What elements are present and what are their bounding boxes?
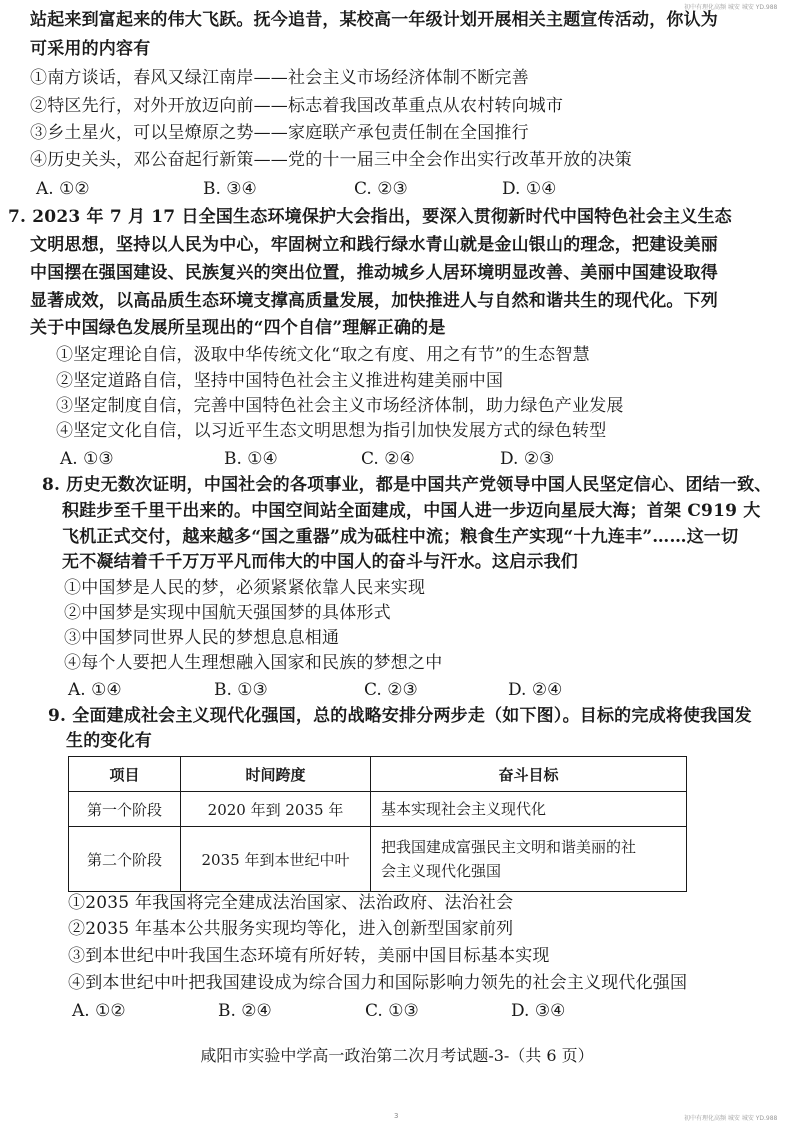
q9-option-b[interactable]: B. ②④ [218, 1001, 272, 1021]
q7-statement-1: ①坚定理论自信，汲取中华传统文化“取之有度、用之有节”的生态智慧 [56, 345, 590, 365]
table-row [69, 792, 687, 827]
q6-statement-2: ②特区先行，对外开放迈向前——标志着我国改革重点从农村转向城市 [30, 96, 564, 116]
q7-stem-line-1: 7. 2023 年 7 月 17 日全国生态环境保护大会指出，要深入贯彻新时代中国特色社会主义生态 [8, 207, 732, 227]
table-header-goal: 奋斗目标 [371, 757, 687, 792]
q8-option-c[interactable]: C. ②③ [364, 680, 418, 700]
table-cell-goal [371, 827, 687, 892]
q7-option-d[interactable]: D. ②③ [500, 449, 555, 469]
q6-stem-line-1: 站起来到富起来的伟大飞跃。抚今追昔，某校高一年级计划开展相关主题宣传活动，你认为 [30, 10, 718, 30]
q8-stem-line-2: 积跬步至千里干出来的。中国空间站全面建成，中国人进一步迈向星辰大海；首架 C919 大 [62, 501, 761, 521]
page-number: 3 [394, 1112, 399, 1120]
q7-stem-line-3: 中国摆在强国建设、民族复兴的突出位置，推动城乡人居环境明显改善、美丽中国建设取得 [30, 263, 718, 283]
table-header-item: 项目 [69, 757, 181, 792]
q7-stem-line-4: 显著成效，以高品质生态环境支撑高质量发展，加快推进人与自然和谐共生的现代化。下列 [30, 291, 718, 311]
q9-statement-1: ①2035 年我国将完全建成法治国家、法治政府、法治社会 [68, 893, 514, 913]
q7-statement-3: ③坚定制度自信，完善中国特色社会主义市场经济体制，助力绿色产业发展 [56, 396, 624, 416]
q8-option-b[interactable]: B. ①③ [214, 680, 268, 700]
footer-watermark: 初中有理化高频 城安 城安 YD.988 [684, 1115, 778, 1122]
q9-option-c[interactable]: C. ①③ [365, 1001, 419, 1021]
table-cell-span: 2035 年到本世纪中叶 [181, 827, 371, 892]
q8-stem-line-4: 无不凝结着千千万万平凡而伟大的中国人的奋斗与汗水。这启示我们 [62, 552, 578, 572]
q8-stem-line-1: 8. 历史无数次证明，中国社会的各项事业，都是中国共产党领导中国人民坚定信心、团结一致、 [42, 475, 772, 495]
q7-stem-line-5: 关于中国绿色发展所呈现出的“四个自信”理解正确的是 [30, 318, 446, 338]
q6-stem-line-2: 可采用的内容有 [30, 39, 151, 59]
strategy-table [68, 756, 687, 892]
q9-option-a[interactable]: A. ①② [72, 1001, 126, 1021]
q6-option-b[interactable]: B. ③④ [203, 179, 257, 199]
q9-statement-2: ②2035 年基本公共服务实现均等化，进入创新型国家前列 [68, 919, 514, 939]
table-header-row [69, 757, 687, 792]
q6-option-d[interactable]: D. ①④ [502, 179, 557, 199]
table-cell-goal: 基本实现社会主义现代化 [371, 792, 687, 827]
q9-stem-line-2: 生的变化有 [66, 731, 152, 751]
q8-option-d[interactable]: D. ②④ [508, 680, 563, 700]
q7-option-a[interactable]: A. ①③ [60, 449, 114, 469]
page-footer: 咸阳市实验中学高一政治第二次月考试题-3-（共 6 页） [200, 1046, 594, 1065]
table-row [69, 827, 687, 892]
table-cell-stage: 第二个阶段 [69, 827, 181, 892]
q9-statement-3: ③到本世纪中叶我国生态环境有所好转，美丽中国目标基本实现 [68, 946, 550, 966]
q9-stem-line-1: 9. 全面建成社会主义现代化强国，总的战略安排分两步走（如下图）。目标的完成将使我国发 [48, 706, 752, 726]
q7-statement-2: ②坚定道路自信，坚持中国特色社会主义推进构建美丽中国 [56, 371, 504, 391]
table-cell-stage: 第一个阶段 [69, 792, 181, 827]
q9-option-d[interactable]: D. ③④ [511, 1001, 566, 1021]
q7-option-c[interactable]: C. ②④ [361, 449, 415, 469]
table-cell-goal-line-2: 会主义现代化强国 [381, 862, 502, 880]
q7-statement-4: ④坚定文化自信，以习近平生态文明思想为指引加快发展方式的绿色转型 [56, 421, 607, 441]
q6-statement-4: ④历史关头，邓公奋起行新策——党的十一届三中全会作出实行改革开放的决策 [30, 150, 632, 170]
table-cell-goal-line-1: 把我国建成富强民主文明和谐美丽的社 [381, 838, 637, 856]
q7-stem-line-2: 文明思想，坚持以人民为中心，牢固树立和践行绿水青山就是金山银山的理念，把建设美丽 [30, 235, 718, 255]
q8-statement-2: ②中国梦是实现中国航天强国梦的具体形式 [64, 603, 391, 623]
q6-option-a[interactable]: A. ①② [36, 179, 90, 199]
q8-statement-4: ④每个人要把人生理想融入国家和民族的梦想之中 [64, 653, 443, 673]
q6-option-c[interactable]: C. ②③ [354, 179, 408, 199]
q7-option-b[interactable]: B. ①④ [224, 449, 278, 469]
q8-stem-line-3: 飞机正式交付，越来越多“国之重器”成为砥柱中流；粮食生产实现“十九连丰”……这一切 [62, 527, 739, 547]
q6-statement-1: ①南方谈话，春风又绿江南岸——社会主义市场经济体制不断完善 [30, 68, 529, 88]
q8-option-a[interactable]: A. ①④ [68, 680, 122, 700]
q8-statement-3: ③中国梦同世界人民的梦想息息相通 [64, 628, 340, 648]
q9-statement-4: ④到本世纪中叶把我国建设成为综合国力和国际影响力领先的社会主义现代化强国 [68, 973, 688, 993]
header-watermark: 初中有理化高频 城安 城安 YD.988 [684, 4, 778, 11]
q8-statement-1: ①中国梦是人民的梦，必须紧紧依靠人民来实现 [64, 578, 426, 598]
table-cell-span: 2020 年到 2035 年 [181, 792, 371, 827]
table-header-span: 时间跨度 [181, 757, 371, 792]
q6-statement-3: ③乡土星火，可以呈燎原之势——家庭联产承包责任制在全国推行 [30, 123, 529, 143]
